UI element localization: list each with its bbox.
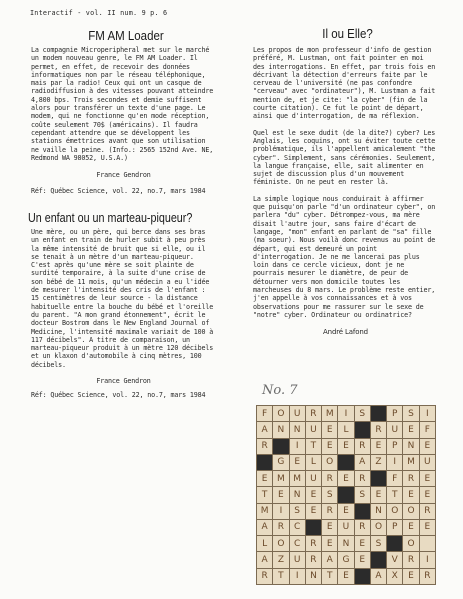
crossword-row [257,406,436,422]
article-title-il-ou-elle: Il ou Elle? [322,27,373,41]
crossword-cell: T [322,568,338,584]
crossword-cell: I [338,406,354,422]
crossword-cell: E [322,519,338,535]
article-author: France Gendron [96,171,151,180]
crossword-cell: Z [273,552,289,568]
crossword-cell: E [354,536,370,552]
crossword-cell: R [354,471,370,487]
crossword-cell: I [419,552,435,568]
crossword-cell: S [289,503,305,519]
crossword-cell: S [403,406,419,422]
crossword-cell: M [273,471,289,487]
crossword-cell: F [257,406,273,422]
crossword-cell: C [289,519,305,535]
crossword-cell: R [354,519,370,535]
crossword-cell: T [305,438,321,454]
article-paragraph: Les propos de mon professeur d'info de gestion préféré, M. Lustman, ont fait pointer en moi des interrogations. En effet, par trois fois en décrivant la détection d'erreurs faite par le cerveau de l'université (ne pas confondre "cerveau" avec "ordinateur"), M. Lustman a fait mention de, et je cite: "la cyber" (fin de la courte citation). Ce fut le point de départ, ainsi que d'interrogation, de ma réflexion. [253,46,436,121]
crossword-cell: E [322,438,338,454]
crossword-row [257,519,436,535]
crossword-cell: S [354,487,370,503]
crossword-cell: A [257,552,273,568]
crossword-row [257,536,436,552]
crossword-cell: P [387,406,403,422]
crossword-cell: U [305,471,321,487]
crossword-row [257,471,436,487]
crossword-cell: E [338,503,354,519]
crossword-cell: F [419,422,435,438]
crossword-cell: U [289,552,305,568]
crossword-cell: U [289,406,305,422]
crossword-cell: O [273,406,289,422]
crossword-grid [256,405,436,585]
crossword-cell: I [289,438,305,454]
crossword-black-square [370,552,386,568]
crossword-cell: I [419,406,435,422]
crossword-cell: E [370,438,386,454]
crossword-cell: N [289,487,305,503]
crossword-cell: E [403,568,419,584]
article-reference: Réf: Québec Science, vol. 22, no.7, mars 1984 [31,391,206,400]
crossword-cell: R [273,519,289,535]
crossword-cell: E [305,487,321,503]
crossword-cell: O [273,536,289,552]
crossword-cell: E [338,471,354,487]
crossword-cell: E [305,503,321,519]
crossword-cell: A [322,552,338,568]
article-fm-am-loader [31,46,216,196]
crossword-black-square [338,487,354,503]
article-paragraph: La simple logique nous conduirait à affirmer que puisqu'on parle "d'un ordinateur cyber", on parlera "du" cyber. Détrompez-vous, ma mère disait l'autre jour, sans faire d'écart de langage, "mon" enfant en parlant de "sa" fille (ma soeur). Nous voilà donc revenus au point de départ, qui est demeuré un point d'interrogation. Je ne me lancerai pas plus loin dans ce cercle vicieux, dont je ne pourrais mesurer le diamètre, de peur de détourner vers mon domicile toutes les marcheuses du 8 mars. Le problème reste entier, j'en appelle à vos connaissances et à vos observations pour me rassurer sur le sexe de "notre" cyber. Ordinateur ou ordinatrice? [253,194,436,319]
crossword-table [256,405,436,585]
crossword-cell: E [419,487,435,503]
crossword-cell: O [387,503,403,519]
crossword-black-square [370,406,386,422]
crossword-row [257,438,436,454]
article-il-ou-elle [253,46,438,337]
handwritten-note: No. 7 [262,383,298,398]
article-paragraph: Quel est le sexe dudit (de la dite?) cyber? Les Anglais, les coquins, ont su éviter toute cette problématique, ils l'appellent amicalement "the cyber". Simplement, sans cérémonies. Seulement, la langue française, elle, sait alimenter en sujet de discussion plus d'un mouvement féministe. On ne peut en rester là. [253,128,436,187]
crossword-cell: A [354,454,370,470]
crossword-cell: S [322,487,338,503]
crossword-cell: R [403,552,419,568]
crossword-row [257,552,436,568]
article-enfant-marteau-piqueur [31,228,216,400]
crossword-row [257,487,436,503]
crossword-cell: G [273,454,289,470]
crossword-cell: M [322,406,338,422]
crossword-cell: E [289,454,305,470]
crossword-cell: E [322,422,338,438]
crossword-cell: E [403,487,419,503]
crossword-cell: R [322,471,338,487]
crossword-cell: O [403,536,419,552]
crossword-black-square [370,471,386,487]
crossword-cell: L [338,422,354,438]
crossword-cell: U [305,422,321,438]
crossword-cell: O [403,503,419,519]
article-title-fm-am-loader: FM AM Loader [88,29,164,43]
crossword-cell: O [370,519,386,535]
crossword-cell: V [387,552,403,568]
crossword-cell: N [289,422,305,438]
crossword-cell: E [419,519,435,535]
crossword-row [257,503,436,519]
article-title-enfant-marteau-piqueur: Un enfant ou un marteau-piqueur? [28,211,193,225]
crossword-cell: R [419,568,435,584]
crossword-black-square [305,519,321,535]
crossword-cell: R [305,406,321,422]
crossword-cell: M [289,471,305,487]
crossword-cell: N [370,503,386,519]
crossword-cell: T [273,568,289,584]
crossword-cell: U [338,519,354,535]
crossword-row [257,454,436,470]
crossword-cell: E [403,519,419,535]
crossword-cell: S [354,406,370,422]
crossword-black-square [338,454,354,470]
crossword-cell: E [338,568,354,584]
crossword-cell: E [370,487,386,503]
crossword-cell: E [273,487,289,503]
crossword-cell: E [257,471,273,487]
crossword-cell: R [370,422,386,438]
crossword-cell: N [403,438,419,454]
crossword-cell: U [387,422,403,438]
crossword-cell: R [305,536,321,552]
crossword-cell: I [289,568,305,584]
crossword-cell: E [419,438,435,454]
crossword-cell: E [403,422,419,438]
crossword-cell: L [257,536,273,552]
article-author: André Lafond [323,328,368,337]
crossword-cell: R [257,568,273,584]
crossword-cell: T [257,487,273,503]
crossword-row [257,568,436,584]
crossword-cell: R [322,503,338,519]
crossword-cell: C [289,536,305,552]
article-body: Une mère, ou un père, qui berce dans ses bras un enfant en train de hurler subit à peu près la même intensité de bruit que si elle, ou il se tenait à un mètre d'un marteau-piqueur. C'est après qu'une mère se soit plainte de surdité temporaire, à la suite d'une crise de son bébé de 11 mois, qu'un médecin a eu l'idée de mesurer l'intensité des cris de l'enfant : 15 centimètres de leur source - la distance habituelle entre la bouche du bébé et l'oreille du parent. "A mon grand étonnement", écrit le docteur Bostrom dans le New England Journal of Medicine, l'intensité maximale variait de 100 à 117 décibels". A titre de comparaison, un marteau-piqueur produit à un mètre 120 décibels et un klaxon d'automobile à cinq mètres, 100 décibels. [31,228,214,369]
crossword-row [257,422,436,438]
crossword-black-square [273,438,289,454]
crossword-cell: S [370,536,386,552]
crossword-black-square [387,536,403,552]
crossword-cell: N [273,422,289,438]
crossword-cell: A [370,568,386,584]
crossword-cell: F [387,471,403,487]
crossword-cell: R [419,503,435,519]
crossword-cell: P [387,438,403,454]
crossword-cell: N [305,568,321,584]
crossword-black-square [354,422,370,438]
crossword-cell: E [354,552,370,568]
crossword-cell [419,536,435,552]
crossword-cell: E [322,536,338,552]
crossword-cell: P [387,519,403,535]
crossword-black-square [354,503,370,519]
crossword-cell: M [257,503,273,519]
page-header: Interactif - vol. II num. 9 p. 6 [30,9,168,17]
crossword-cell: U [419,454,435,470]
crossword-cell: R [403,471,419,487]
crossword-cell: A [257,422,273,438]
article-reference: Réf: Québec Science, vol. 22, no.7, mars 1984 [31,187,206,196]
crossword-cell: X [387,568,403,584]
crossword-black-square [354,568,370,584]
article-author: France Gendron [96,377,151,386]
crossword-cell: A [257,519,273,535]
crossword-cell: Z [370,454,386,470]
crossword-cell: I [387,454,403,470]
crossword-cell: T [387,487,403,503]
crossword-cell: R [257,438,273,454]
crossword-cell: G [338,552,354,568]
article-body: La compagnie Microperipheral met sur le marché un modem nouveau genre, le FM AM Loader. Il permet, en effet, de recevoir des données informatiques non par le réseau téléphonique, mais par la radio! Ceux qui ont un casque de radiodiffusion à des vitesses pouvant atteindre 4,800 bps. Trois secondes et demie suffisent alors pour transférer un texte d'une page. Le modem, qui ne fonctionne qu'en mode réception, coûte seulement 70$ (américains). Il faudra cependant attendre que se développent les stations émettrices avant que son utilisation ne vaille la peine. (Info.: 2565 152nd Ave. NE, Redmond WA 98052, U.S.A.) [31,46,214,162]
crossword-cell: E [419,471,435,487]
crossword-cell: L [305,454,321,470]
crossword-cell: I [273,503,289,519]
crossword-cell: N [338,536,354,552]
crossword-black-square [257,454,273,470]
crossword-cell: R [354,438,370,454]
crossword-cell: R [305,552,321,568]
crossword-cell: O [322,454,338,470]
crossword-cell: M [403,454,419,470]
crossword-cell: E [338,438,354,454]
